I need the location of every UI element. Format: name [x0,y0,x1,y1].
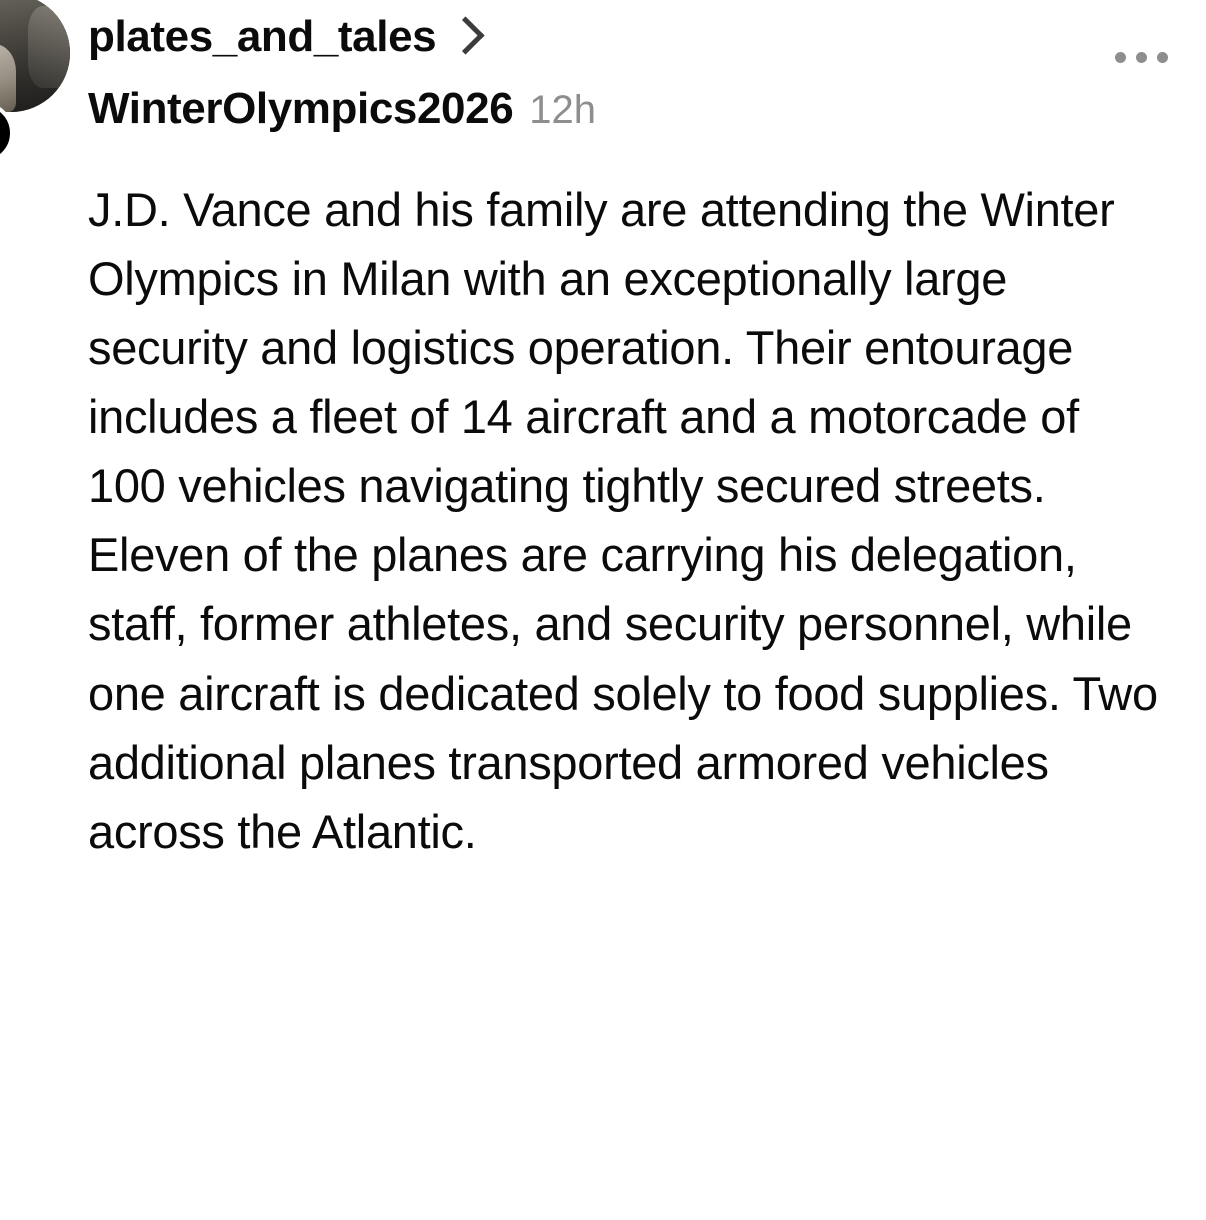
post-caption: J.D. Vance and his family are attending the Winter Olympics in Milan with an exceptionally large security and logistics operation. Their entourage includes a fleet of 14 aircraft and a motorcade of 100 vehicles navigating tightly secured streets. Eleven of the planes are carrying his delegation, staff, former athletes, and security personnel, while one aircraft is dedicated solely to food supplies. Two additional planes transported armored vehicles across the Atlantic. [88,183,1171,858]
timestamp-label: 12h [529,88,597,132]
hashtag-label[interactable]: WinterOlympics2026 [88,84,514,133]
tag-row [88,84,1166,134]
more-dot-1 [1115,52,1126,63]
avatar-image-shape-right [28,6,70,89]
post-header [88,6,1166,134]
avatar[interactable] [0,0,70,112]
profile-photo-icon[interactable] [0,0,70,112]
username-label[interactable]: plates_and_tales [88,12,437,61]
chevron-right-icon[interactable] [447,16,485,54]
more-options-icon[interactable] [1115,52,1168,63]
username-row[interactable] [88,6,1166,68]
more-dot-3 [1157,52,1168,63]
more-dot-2 [1136,52,1147,63]
